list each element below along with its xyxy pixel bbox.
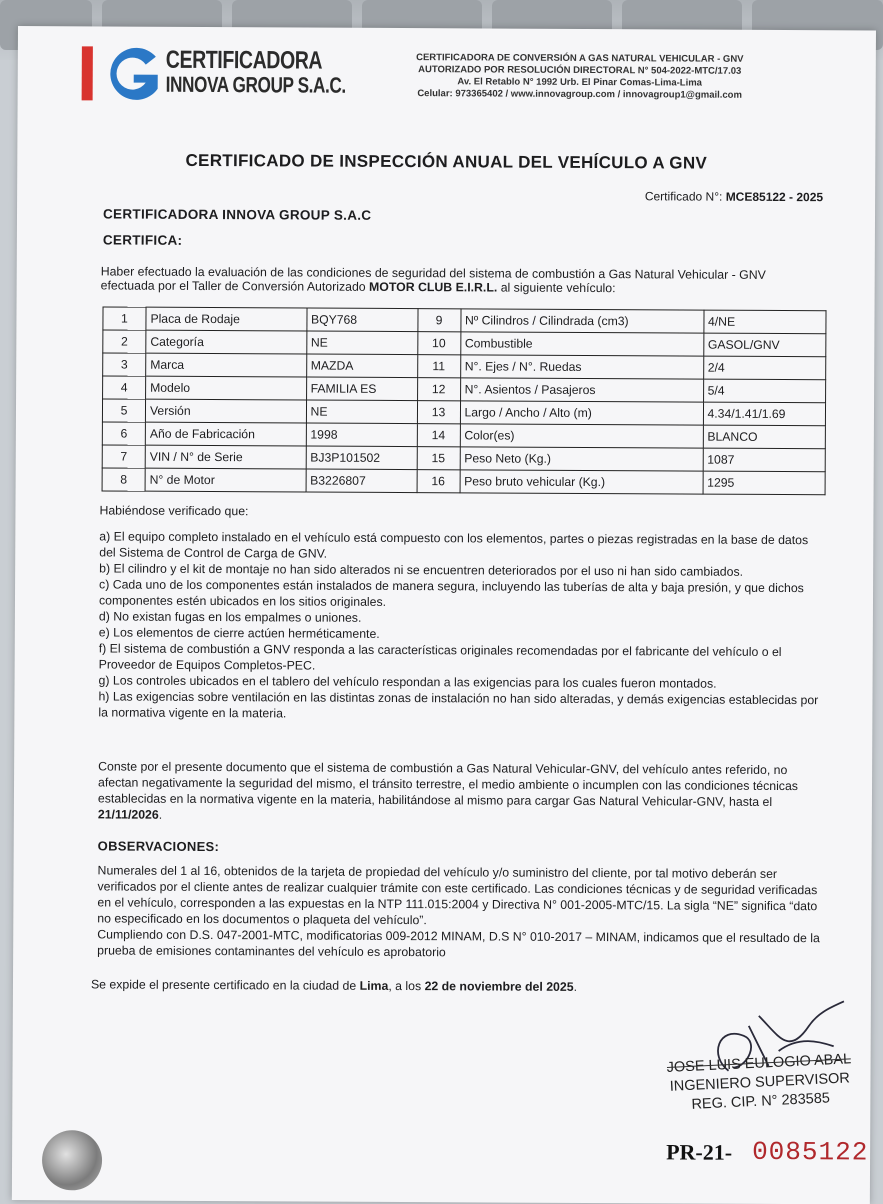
observaciones-title: OBSERVACIONES: xyxy=(97,838,220,855)
logo-line-1: CERTIFICADORA xyxy=(165,45,323,75)
intro-paragraph xyxy=(101,264,821,296)
serial-number: 0085122 xyxy=(752,1136,869,1168)
intro-text-1: Haber efectuado la evaluación de las condiciones de seguridad del sistema de combustión a Gas Natural Vehicular - GNV efectuada por el Taller de Conversión Autorizado xyxy=(100,264,766,294)
observaciones-p1: Numerales del 1 al 16, obtenidos de la tarjeta de propiedad del vehículo y/o suministro del cliente, por tal motivo deberán ser verificados por el cliente antes de realizar cualquier trámite con este certificado. Las condiciones técnicas y de seguridad verificadas en el vehículo, corresponden a las expuestas en la NTP 111.015:2004 y Directiva N° 001-2005-MTC/15. La sigla “NE” significa “dato no especificado en los documentos o plaqueta del vehículo”. xyxy=(97,863,818,928)
row-number: 14 xyxy=(417,424,460,447)
field-value: 4.34/1.41/1.69 xyxy=(703,402,826,426)
field-label: N°. Asientos / Pasajeros xyxy=(460,378,703,402)
field-value: FAMILIA ES xyxy=(306,377,417,401)
row-number: 7 xyxy=(102,445,145,468)
expide-city: Lima xyxy=(359,978,389,993)
certificate-document xyxy=(12,26,876,1204)
table-row xyxy=(102,468,825,495)
row-number: 15 xyxy=(417,447,460,470)
document-title: CERTIFICADO DE INSPECCIÓN ANUAL DEL VEHÍCULO A GNV xyxy=(185,150,708,173)
signature-block xyxy=(659,1050,861,1116)
field-label: Marca xyxy=(146,353,307,377)
workshop-name: MOTOR CLUB E.I.R.L. xyxy=(369,279,498,295)
header-line-2: AUTORIZADO POR RESOLUCIÓN DIRECTORAL N° 504-2022-MTC/17.03 xyxy=(418,64,742,77)
field-value: 5/4 xyxy=(703,379,826,403)
observaciones-section xyxy=(97,838,824,962)
list-item: b) El cilindro y el kit de montaje no han sido alterados ni se encuentren deteriorados por el uso ni han sido cambiados. xyxy=(99,561,744,579)
expide-text-1: Se expide el presente certificado en la ciudad de xyxy=(90,977,360,993)
row-number: 13 xyxy=(417,401,460,424)
field-value: BJ3P101502 xyxy=(306,446,417,470)
expide-paragraph xyxy=(91,976,817,996)
list-item: c) Cada uno de los componentes están instalados de manera segura, incluyendo las tuberías de alta y baja presión, y que dichos componentes estén ubicados en los sitios originales. xyxy=(98,577,804,609)
field-label: Placa de Rodaje xyxy=(146,307,307,331)
field-label: N° de Motor xyxy=(145,468,306,492)
conste-text: Conste por el presente documento que el sistema de combustión a Gas Natural Vehicular-GNV, del vehículo antes referido, no afectan negativamente la seguridad del mismo, el tránsito terrestre, el medio ambiente o incumplen con las condiciones técnicas establecidas en la normativa vigente en la materia, habilitándose al mismo para cargar Gas Natural Vehicular-GNV, hasta el xyxy=(97,759,799,809)
certifica-heading: CERTIFICA: xyxy=(102,232,183,248)
row-number: 16 xyxy=(417,470,460,493)
field-value: NE xyxy=(306,400,417,424)
field-label: Peso bruto vehicular (Kg.) xyxy=(460,470,703,494)
observaciones-p2: Cumpliendo con D.S. 047-2001-MTC, modificatorias 009-2012 MINAM, D.S N° 010-2017 – MINAM, indicamos que el resultado de la prueba de emisiones contaminantes del vehículo es aprobatorio xyxy=(97,927,820,960)
field-value: 1295 xyxy=(703,471,826,495)
list-item: f) El sistema de combustión a GNV responda a las características originales recomendadas por el fabricante del vehículo o el Proveedor de Equipos Completos-PEC. xyxy=(98,641,782,673)
field-value: 1998 xyxy=(306,423,417,447)
conste-paragraph xyxy=(98,758,824,826)
signer-role: INGENIERO SUPERVISOR xyxy=(669,1070,851,1095)
field-value: MAZDA xyxy=(306,354,417,378)
list-item: e) Los elementos de cierre actúen herméticamente. xyxy=(98,625,380,641)
field-value: 1087 xyxy=(703,448,826,472)
row-number: 10 xyxy=(417,332,460,355)
field-label: Modelo xyxy=(146,376,307,400)
field-value: B3226807 xyxy=(306,469,417,493)
certificate-number xyxy=(645,189,823,204)
vehicle-table xyxy=(102,306,827,495)
logo-line-2: INNOVA GROUP S.A.C. xyxy=(165,71,346,98)
field-value: BLANCO xyxy=(703,425,826,449)
field-value: 2/4 xyxy=(703,356,826,380)
verified-intro: Habiéndose verificado que: xyxy=(99,503,249,519)
intro-text-2: al siguiente vehículo: xyxy=(497,280,616,296)
field-label: Color(es) xyxy=(460,424,703,448)
field-label: Versión xyxy=(145,399,306,423)
row-number: 6 xyxy=(102,422,145,445)
row-number: 9 xyxy=(417,309,460,332)
expide-date: 22 de noviembre del 2025 xyxy=(424,979,574,994)
row-number: 11 xyxy=(417,355,460,378)
hologram-seal-icon xyxy=(42,1130,102,1190)
list-item: g) Los controles ubicados en el tablero del vehículo respondan a las exigencias para los cuales fueron montados. xyxy=(98,673,717,691)
verified-section xyxy=(98,502,825,724)
field-label: Año de Fabricación xyxy=(145,422,306,446)
row-number: 8 xyxy=(102,468,145,491)
signer-registration: REG. CIP. N° 283585 xyxy=(691,1090,831,1113)
row-number: 4 xyxy=(103,376,146,399)
signer-name: JOSE LUIS EULOGIO ABAL xyxy=(666,1051,852,1076)
verified-items-list xyxy=(98,528,825,724)
row-number: 5 xyxy=(102,399,145,422)
field-label: Categoría xyxy=(146,330,307,354)
expide-end: . xyxy=(573,979,578,994)
list-item: h) Las exigencias sobre ventilación en las distintas zonas de instalación no han sido alteradas, y demás exigencias establecidas por la normativa vigente en la materia. xyxy=(98,689,819,721)
valid-until-date: 21/11/2026 xyxy=(97,807,159,822)
field-label: N°. Ejes / N°. Ruedas xyxy=(460,355,703,379)
field-value: GASOL/GNV xyxy=(703,333,826,357)
header-line-3: Av. El Retablo N° 1992 Urb. El Pinar Comas-Lima-Lima xyxy=(457,76,703,89)
header-line-1: CERTIFICADORA DE CONVERSIÓN A GAS NATURAL VEHICULAR - GNV xyxy=(416,52,744,65)
row-number: 3 xyxy=(103,353,146,376)
row-number: 12 xyxy=(417,378,460,401)
field-label: Nº Cilindros / Cilindrada (cm3) xyxy=(460,309,703,333)
header-info xyxy=(370,52,790,102)
field-value: NE xyxy=(306,331,417,355)
certificate-number-value: MCE85122 - 2025 xyxy=(725,189,824,205)
serial-prefix: PR-21- xyxy=(666,1139,733,1165)
field-value: 4/NE xyxy=(703,310,826,334)
field-label: Combustible xyxy=(460,332,703,356)
header-line-4: Celular: 973365402 / www.innovagroup.com / innovagroup1@gmail.com xyxy=(417,88,742,101)
field-value: BQY768 xyxy=(306,308,417,332)
conste-end: . xyxy=(158,807,163,822)
field-label: VIN / N° de Serie xyxy=(145,445,306,469)
list-item: a) El equipo completo instalado en el vehículo está compuesto con los elementos, partes o piezas registradas en la base de datos del Sistema de Control de Carga de GNV. xyxy=(99,529,809,561)
row-number: 2 xyxy=(103,330,146,353)
field-label: Peso Neto (Kg.) xyxy=(460,447,703,471)
expide-text-2: , a los xyxy=(388,978,425,994)
field-label: Largo / Ancho / Alto (m) xyxy=(460,401,703,425)
row-number: 1 xyxy=(103,307,146,330)
company-logo-text xyxy=(166,47,397,98)
certificate-number-label: Certificado N°: xyxy=(644,189,723,204)
company-name: CERTIFICADORA INNOVA GROUP S.A.C xyxy=(102,206,372,223)
list-item: d) No existan fugas en los empalmes o uniones. xyxy=(98,609,362,625)
